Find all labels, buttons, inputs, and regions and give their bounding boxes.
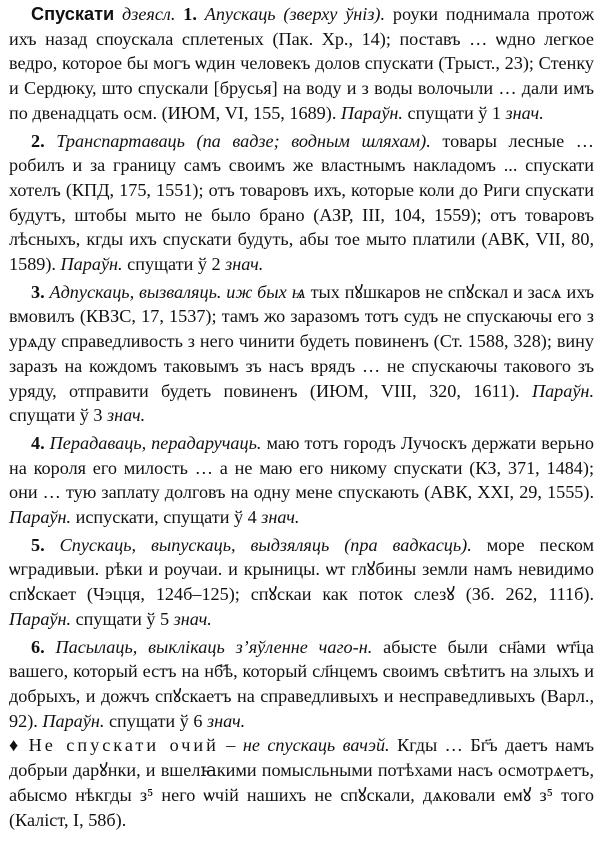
phrase-expression: Не спускати очий — [28, 735, 219, 756]
compare-meaning: знач. — [107, 405, 146, 426]
sense-citation-lead: иж бых ѩ — [226, 281, 306, 302]
sense-gloss: Апускаць (зверху ўніз). — [204, 4, 386, 24]
sense-number: 2. — [31, 130, 45, 151]
phrase-meaning: не спускаць вачэй. — [242, 735, 390, 756]
sense-4 — [9, 431, 594, 530]
compare-label: Параўн. — [9, 608, 72, 629]
diamond-icon: ♦ — [9, 735, 22, 756]
sense-5 — [9, 533, 594, 632]
sense-2 — [9, 129, 594, 277]
sense-citations: море песком ѡградивыи. рѣки и роучаи. и крыницы. ѡт глꙋбины земли намъ невидимо спꙋскает (Чэцця, 124б–125); спꙋскаи как поток слезꙋ (Зб. 262, 111б). — [9, 534, 595, 605]
sense-number: 6. — [31, 636, 45, 657]
sense-number: 5. — [31, 534, 45, 555]
sense-number: 1. — [183, 4, 197, 24]
compare-meaning: знач. — [173, 608, 212, 629]
headword: Спускати — [31, 4, 115, 24]
sense-gloss: Транспартаваць (па вадзе; водным шляхам). — [56, 130, 431, 151]
sense-citations: абысте были сн҃ами ѡт҃ца вашего, который естъ на нб҃ѣ, который сл҃нцемъ своимъ свѣтитъ на злыхъ и добрыхъ, и дожчъ спꙋскаетъ на справедливыхъ и несправедливыхъ (Варл., 92). — [9, 636, 594, 731]
part-of-speech: дзеясл. — [122, 4, 176, 24]
sense-citations: товары лесные … робилъ и за границу самъ своимъ же властнымъ накладомъ ... спускати хотелъ (КПД, 175, 1551); отъ товаровъ ихъ, которые коли до Риги спускати будутъ, штобы мыто не было брано (АЗР, III, 104, 1559); отъ товаровъ лѣсныхъ, кгды ихъ спускати будуть, абы тое мыто платили (АВК, VII, 80, 1589). — [9, 130, 594, 275]
compare-label: Параўн. — [340, 102, 403, 123]
sense-1 — [9, 0, 594, 126]
compare-ref: испускати, спущати ў 4 — [75, 507, 257, 528]
sense-gloss: Адпускаць, вызваляць. — [49, 281, 222, 302]
sense-gloss: Перадаваць, перадаручаць. — [49, 432, 262, 453]
phrase-dash: – — [226, 735, 236, 756]
sense-gloss: Пасылаць, выклікаць з’яўленне чаго-н. — [55, 636, 373, 657]
sense-3 — [9, 280, 594, 428]
compare-label: Параўн. — [42, 710, 105, 731]
sense-citations: тых пꙋшкаров не спꙋскал и засѧ ихъ вмовилъ (КВЗС, 17, 1537); тамъ жо заразомъ тотъ судъ не спускаючы его з урѧду справедливость з него чинити будеть повиненъ (Ст. 1588, 328); вину заразъ на кождомъ таковымъ зъ насъ врядъ … не спускаючы такового зъ уряду, отправити будеть повиненъ (ИЮМ, VIII, 320, 1611). — [9, 281, 595, 401]
sense-6 — [9, 635, 594, 734]
compare-meaning: знач. — [261, 507, 300, 528]
sense-number: 3. — [31, 281, 45, 302]
phrase-citation: Кгды … Бг҃ъ даетъ намъ добрыи дарꙋнки, и вшелꙗкими помысльными потѣхами насъ осмотрѧетъ, абысмо нѣкгды з⁵ него ѡчій нашихъ не спꙋскали, дѧковали емꙋ з⁵ того (Каліст, I, 58б). — [9, 735, 594, 830]
compare-meaning: знач. — [505, 102, 544, 123]
phraseology — [9, 733, 594, 832]
sense-number: 4. — [31, 432, 45, 453]
compare-meaning: знач. — [206, 710, 246, 731]
sense-citations: роуки поднимала протож ихъ назад споускала сплетеных (Пак. Хр., 14); поставъ … ѡдно легкое ведро, которое бы могъ ѡдин человекъ долов спускати (Трыст., 23); Стенку и Сердюку, што спускали [брусья] на воду и з воды волочыли … дали имъ по двенадцать осм. (ИЮМ, VI, 155, 1689). — [9, 4, 595, 123]
sense-gloss: Спускаць, выпускаць, выдзяляць (пра вадкасць). — [59, 534, 472, 555]
compare-ref: спущати ў 2 — [127, 254, 221, 275]
sense-citations: маю тотъ городъ Лучоскъ держати верьно на короля его милость … а не маю его никому спускати (КЗ, 371, 1484); они … тую заплату долговъ на одну мене спускають (АВК, XXI, 29, 1555). — [9, 432, 595, 503]
compare-ref: спущати ў 5 — [75, 608, 170, 629]
compare-meaning: знач. — [225, 254, 264, 275]
compare-ref: спущати ў 6 — [108, 710, 203, 731]
compare-label: Параўн. — [9, 507, 72, 528]
compare-label: Параўн. — [531, 380, 594, 401]
compare-ref: спущати ў 1 — [407, 102, 501, 123]
compare-ref: спущати ў 3 — [9, 405, 103, 426]
compare-label: Параўн. — [60, 254, 123, 275]
